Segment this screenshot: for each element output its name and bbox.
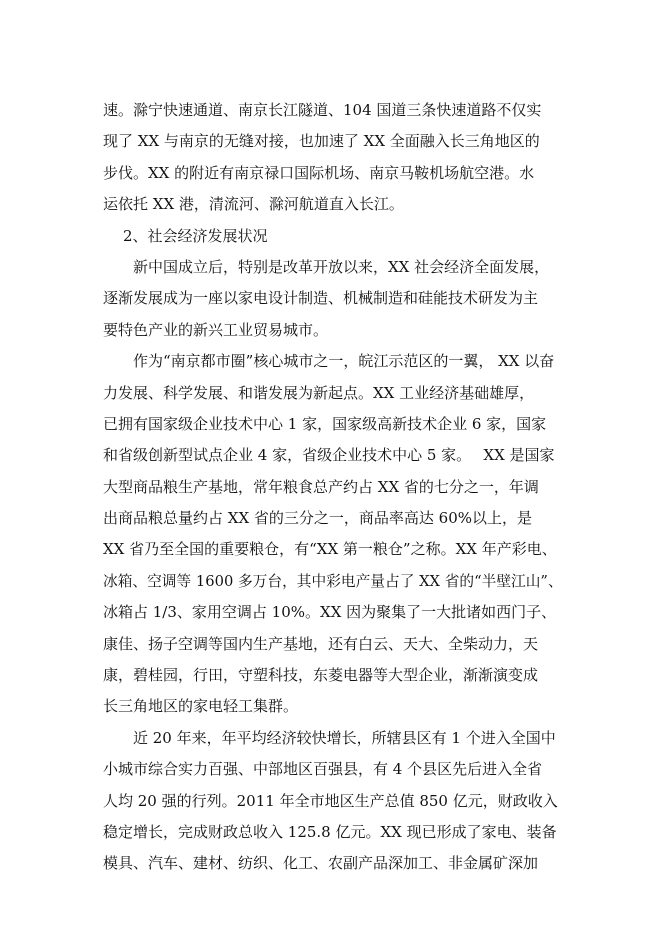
text-line: 和省级创新型试点企业 4 家，省级企业技术中心 5 家。 XX 是国家 [103,446,555,465]
text-line: 步伐。XX 的附近有南京禄口国际机场、南京马鞍机场航空港。水 [103,163,535,182]
text-line: 速。滁宁快速通道、南京长江隧道、104 国道三条快速道路不仅实 [103,101,542,119]
text-line: 出商品粮总量约占 XX 省的三分之一，商品率高达 60%以上，是 [103,509,533,528]
text-line: 稳定增长，完成财政总收入 125.8 亿元。XX 现已形成了家电、装备 [103,822,557,841]
text-line: 已拥有国家级企业技术中心 1 家，国家级高新技术企业 6 家，国家 [103,414,547,433]
text-line: 近 20 年来，年平均经济较快增长，所辖县区有 1 个进入全国中 [133,728,556,747]
text-line: 康，碧桂园，行田，守塑科技，东菱电器等大型企业，渐渐演变成 [103,666,539,685]
text-line: 模具、汽车、建材、纺织、化工、农副产品深加工、非金属矿深加 [103,854,539,873]
text-line: 作为“南京都市圈”核心城市之一，皖江示范区的一翼， XX 以奋 [133,352,555,371]
text-line: XX 省乃至全国的重要粮仓，有“XX 第一粮仓”之称。XX 年产彩电、 [103,540,557,559]
text-line: 力发展、科学发展、和谐发展为新起点。XX 工业经济基础雄厚， [103,383,535,402]
text-line: 逐渐发展成为一座以家电设计制造、机械制造和硅能技术研发为主 [103,289,539,308]
text-line: 人均 20 强的行列。2011 年全市地区生产总值 850 亿元，财政收入 [103,791,558,810]
text-line: 长三角地区的家电轻工集群。 [103,697,299,716]
text-line: 小城市综合实力百强、中部地区百强县，有 4 个县区先后进入全省 [103,760,543,779]
text-line: 冰箱、空调等 1600 多万台，其中彩电产量占了 XX 省的“半壁江山”、 [103,572,563,590]
section-heading: 2、社会经济发展状况 [123,226,268,245]
text-line: 运依托 XX 港，清流河、滁河航道直入长江。 [103,195,404,214]
text-line: 要特色产业的新兴工业贸易城市。 [103,320,329,339]
text-line: 大型商品粮生产基地，常年粮食总产约占 XX 省的七分之一，年调 [103,477,539,496]
body-text [103,95,563,880]
text-line: 新中国成立后，特别是改革开放以来，XX 社会经济全面发展， [133,257,550,276]
text-line: 冰箱占 1/3、家用空调占 10%。XX 因为聚集了一大批诸如西门子、 [103,603,557,622]
text-line: 康佳、扬子空调等国内生产基地，还有白云、天大、全柴动力，天 [103,634,539,653]
text-line: 现了 XX 与南京的无缝对接，也加速了 XX 全面融入长三角地区的 [103,132,540,151]
